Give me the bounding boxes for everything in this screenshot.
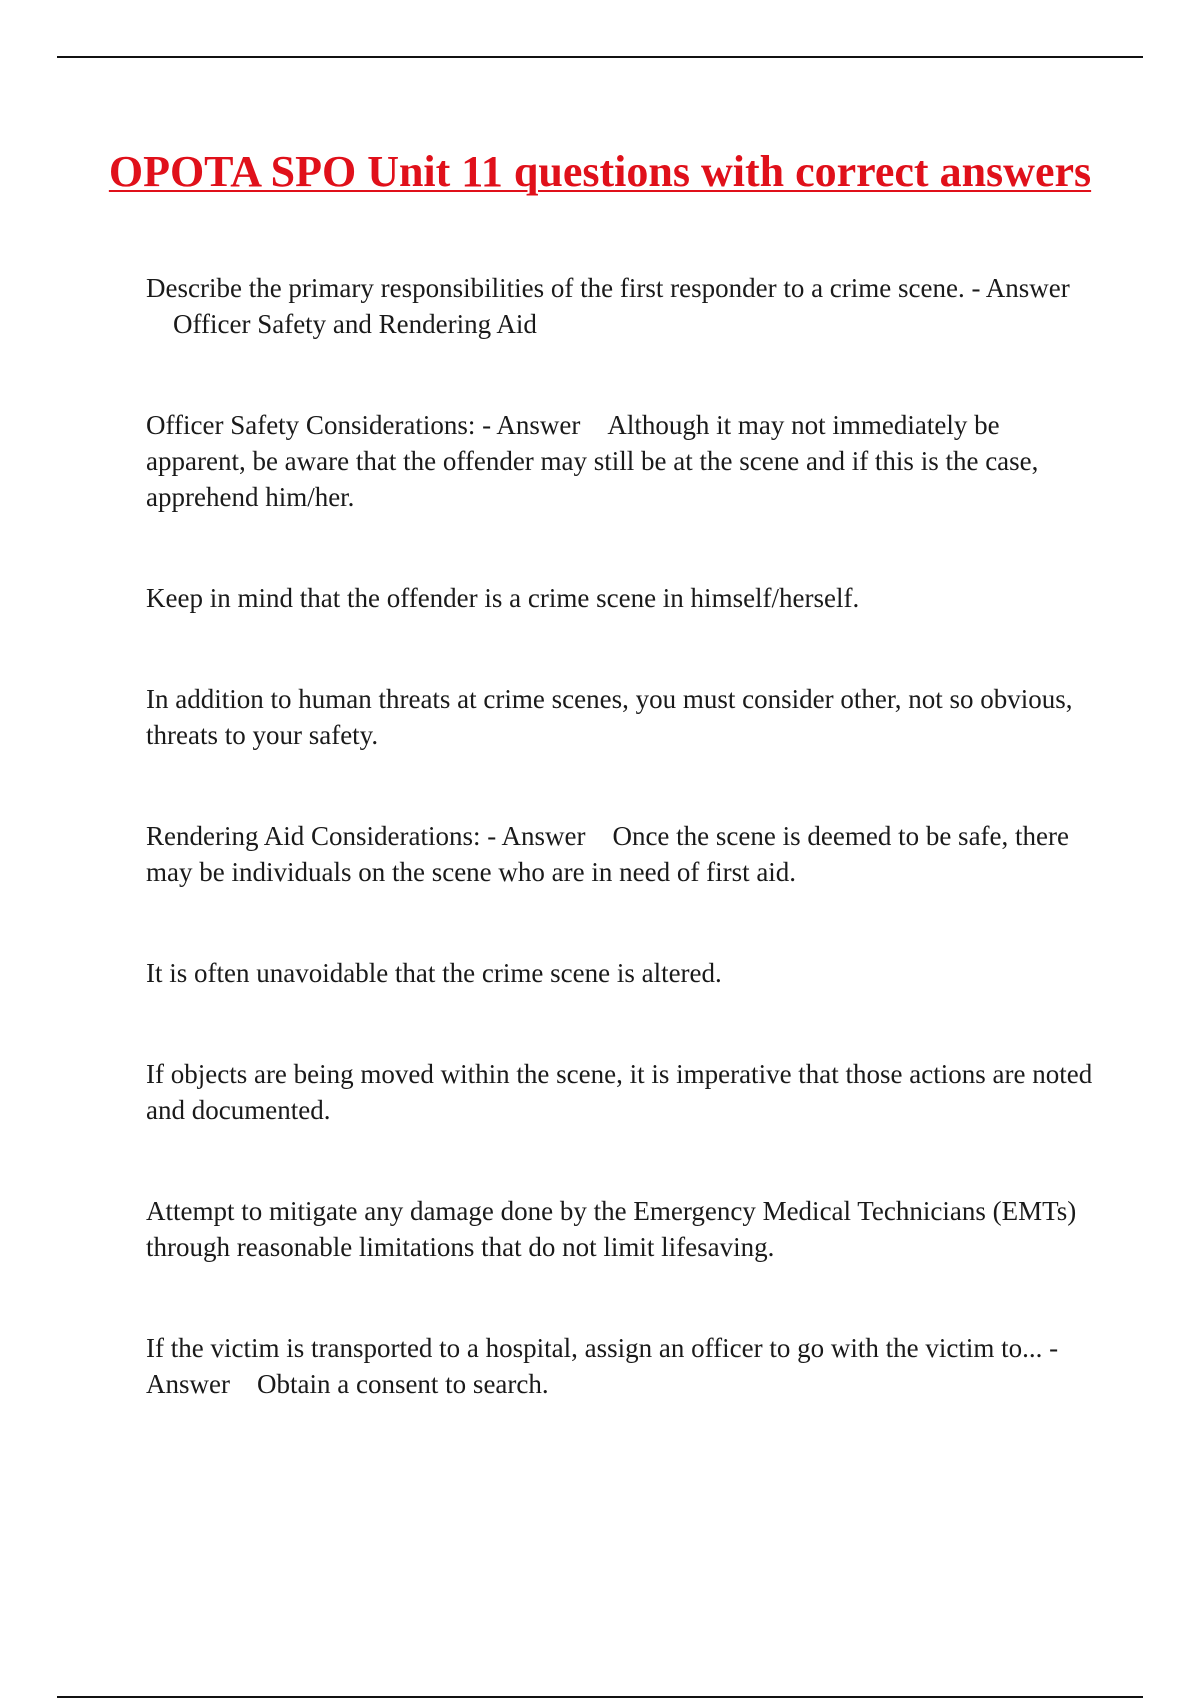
question-text: If the victim is transported to a hospital, assign an officer to go with the victim to... bbox=[146, 1333, 1043, 1363]
question-text: Rendering Aid Considerations: bbox=[146, 821, 481, 851]
answer-text: Officer Safety and Rendering Aid bbox=[173, 309, 537, 339]
text-paragraph: Keep in mind that the offender is a crime scene in himself/herself. bbox=[146, 583, 860, 613]
document-body bbox=[146, 270, 1096, 1467]
footer-rule bbox=[57, 1696, 1143, 1698]
answer-marker: - Answer bbox=[482, 410, 581, 440]
qa-paragraph bbox=[146, 1330, 1096, 1402]
question-text: Describe the primary responsibilities of the first responder to a crime scene. bbox=[146, 273, 965, 303]
text-paragraph: In addition to human threats at crime scenes, you must consider other, not so obvious, threats to your safety. bbox=[146, 684, 1073, 750]
answer-text: Once the scene is deemed to be safe, there may be individuals on the scene who are in need of first aid. bbox=[146, 821, 1069, 887]
answer-text: Although it may not immediately be apparent, be aware that the offender may still be at the scene and if this is the case, apprehend him/her. bbox=[146, 410, 1039, 512]
qa-paragraph bbox=[146, 270, 1096, 342]
answer-marker: - Answer bbox=[146, 1333, 1059, 1399]
text-paragraph: It is often unavoidable that the crime scene is altered. bbox=[146, 958, 722, 988]
header-rule bbox=[57, 56, 1143, 58]
answer-text: Obtain a consent to search. bbox=[256, 1369, 549, 1399]
qa-paragraph bbox=[146, 407, 1096, 515]
text-paragraph: Attempt to mitigate any damage done by the Emergency Medical Technicians (EMTs) through reasonable limitations that do not limit lifesaving. bbox=[146, 1196, 1077, 1262]
qa-paragraph bbox=[146, 818, 1096, 890]
question-text: Officer Safety Considerations: bbox=[146, 410, 476, 440]
text-paragraph: If objects are being moved within the scene, it is imperative that those actions are noted and documented. bbox=[146, 1059, 1093, 1125]
document-title: OPOTA SPO Unit 11 questions with correct answers bbox=[108, 147, 1092, 196]
answer-marker: - Answer bbox=[971, 273, 1070, 303]
answer-marker: - Answer bbox=[487, 821, 586, 851]
